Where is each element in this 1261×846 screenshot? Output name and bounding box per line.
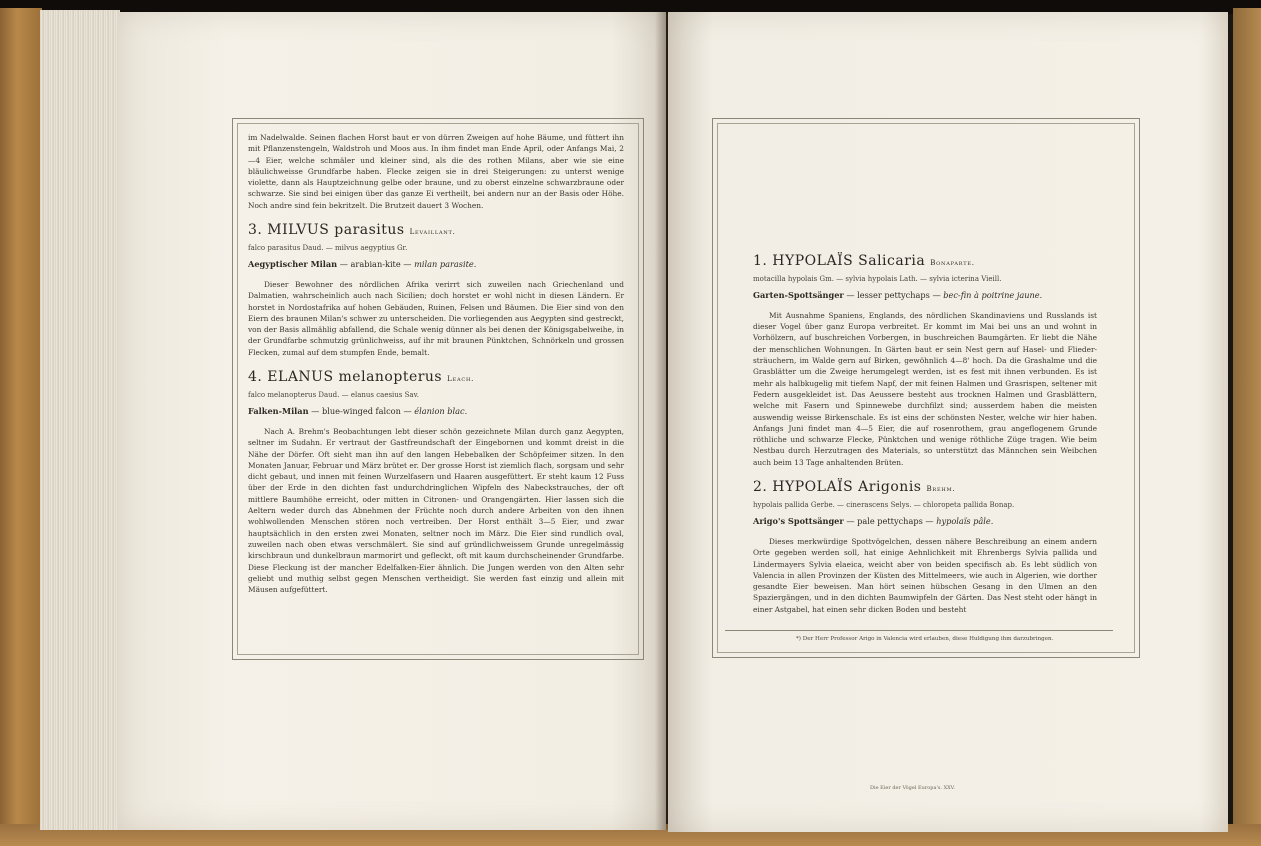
section-1-french-name: bec-fin à poitrine jaune.: [943, 289, 1043, 300]
section-4-synonyms: falco melanopterus Daud. — elanus caesius Sav.: [248, 391, 419, 400]
section-4-body: Nach A. Brehm's Beobachtungen lebt dieser schön gezeichnete Milan durch ganz Aegypten, seltner im Sudahn. Er vertraut der Gastfreundschaft der Eingebornen und kommt dreist in die Nähe der Dörfer. Oft sieht man ihn auf den langen Hebebalken der Schöpfeimer sitzen. In den Monaten Januar, Februar und März brütet er. Der grosse Horst ist ziemlich flach, sorgsam und sehr dicht gebaut, und innen mit feinen Wurzelfasern und Haaren ausgefüttert. Er steht kaum 12 Fuss über der Erde in den dichten fast undurchdringlichen Wipfeln des Nabeckstrauches, der oft mittlere Baumhöhe erreicht, oder mitten in Citronen- und Orangengärten. Hier lassen sich die Aeltern weder durch das Abnehmen der Früchte noch durch andere Arbeiten von den ihnen wohlwollenden Menschen stören noch vertreiben. Der Horst enthält 3—5 Eier, und zwar hauptsächlich in den ersten zwei Monaten, seltner noch im März. Die Eier sind rundlich oval, zuweilen nach oben etwas verschmälert. Sie sind auf gründlichweissem Grunde unregelmässig kirschbraun und dunkelbraun marmorirt und gefleckt, oft mit kaum durchscheinender Grundfarbe. Diese Fleckung ist der mancher Edelfalken-Eier ähnlich. Die Jungen werden von den Alten sehr geliebt und muthig selbst gegen Menschen vertheidigt. Sie werden fast einzig und allein mit Mäusen aufgefüttert.: [248, 426, 624, 595]
section-2-german-name: Arigo's Spottsänger: [753, 515, 844, 526]
section-4-common-names: [248, 406, 624, 417]
section-3-name: 3. MILVUS parasitus: [248, 222, 405, 239]
page-edges: [40, 10, 120, 830]
section-3-english-name: — arabian-kite —: [339, 258, 412, 269]
section-1-name: 1. HYPOLAÏS Salicaria: [753, 253, 926, 269]
section-2-heading: [753, 479, 1097, 496]
section-2-french-name: hypolaïs pâle.: [936, 515, 994, 526]
section-4-german-name: Falken-Milan: [248, 405, 309, 416]
section-3-synonyms: falco parasitus Daud. — milvus aegyptius Gr.: [248, 244, 408, 253]
section-2-author: Brehm.: [926, 485, 956, 494]
top-paragraph: im Nadelwalde. Seinen flachen Horst baut er von dürren Zweigen auf hohe Bäume, und füttert ihn mit Pflanzenstengeln, Waldstroh und Moos aus. In ihm findet man Ende April, oder Anfangs Mai, 2—4 Eier, welche schmäler und kleiner sind, als die des rothen Milans, aber wie sie eine bläulichweisse Grundfarbe haben. Flecke zeigen sie in drei Steigerungen: zu unterst wenige violette, dann als Hauptzeichnung gelbe oder braune, und zu oberst einzelne schwarzbraune oder schwarze. Sie sind bei einigen über das ganze Ei vertheilt, bei andern nur an der Basis oder Höhe. Noch andre sind fein bekritzelt. Die Brutzeit dauert 3 Wochen.: [248, 133, 624, 210]
section-3-german-name: Aegyptischer Milan: [248, 258, 338, 269]
section-1-author: Bonaparte.: [930, 259, 975, 267]
section-1-german-name: Garten-Spottsänger: [753, 289, 844, 300]
section-2-synonyms: hypolais pallida Gerbe. — cinerascens Selys. — chloropeta pallida Bonap.: [753, 501, 1015, 510]
section-2-common-names: [753, 516, 1097, 527]
book-cover-left: [0, 8, 42, 846]
section-1-body: Mit Ausnahme Spaniens, Englands, des nördlichen Skandinaviens und Russlands ist dieser Vogel über ganz Europa verbreitet. Er kommt im Mai bei uns an und wohnt in Vorhölzern, auf buschreichen Vorbergen, in buschreichen Baumgärten. Er liebt die Nähe der menschlichen Wohnungen. In Gärten baut er sein Nest gern auf Hasel- und Fliedersträuchern, im Walde gern auf Birken, gewöhnlich 4—8' hoch. Da die Grashalme und die Grasblätter um die Zweige herumgelegt werden, ist es fest mit ihnen verbunden. Es ist mehr als halbkugelig mit tiefem Napf, der mit feinen Halmen und Grasrispen, seltener mit Federn ausgekleidet ist. Das Aeussere besteht aus trocknen Halmen und Grasblättern, welche mit Fasern und Spinnewebe durchfilzt sind; ausserdem haben die meisten auswendig weisse Birkenschale. Es ist eins der schönsten Nester, welche wir hier haben. Anfangs Juni findet man 4—5 Eier, die auf rosenrothem, grau angeflogenem Grunde röthliche und schwarze Flecke, Pünktchen und wenige röthliche Züge tragen. Wie beim Nestbau durch Herzutragen des Materials, so unterstützt das Männchen sein Weibchen auch beim 13 Tage anhaltenden Brüten.: [753, 310, 1097, 467]
section-1-common-names: [753, 290, 1097, 301]
section-2-english-name: — pale pettychaps —: [846, 515, 934, 526]
section-1-synonyms: motacilla hypolais Gm. — sylvia hypolais Lath. — sylvia icterina Vieill.: [753, 275, 1002, 284]
right-page-text: [753, 253, 1097, 615]
footnote-rule: [725, 630, 1113, 631]
section-2-body: Dieses merkwürdige Spottvögelchen, dessen nähere Beschreibung an einem andern Orte gegeben werden soll, hat einige Aehnlichkeit mit Ehrenbergs Sylvia pallida und Lindermayers Sylvia elaeica, weicht aber von beiden specifisch ab. Es lebt südlich von Valencia in allen Provinzen der Küsten des Mittelmeers, wie auch in Algerien, wie dorther gesandte Eier beweisen. Man hört seinen hübschen Gesang in den Ulmen an den Spaziergängen, und in den dichten Baumwipfeln der Gärten. Das Nest steht oder hängt in einer Astgabel, hat einen sehr dicken Boden und besteht: [753, 536, 1097, 614]
section-4-english-name: — blue-winged falcon —: [311, 405, 412, 416]
section-1-heading: [753, 253, 1097, 269]
section-4-author: Leach.: [447, 375, 475, 384]
book-cover-right: [1233, 8, 1261, 846]
section-3-common-names: [248, 259, 624, 270]
section-4-french-name: élanion blac.: [414, 405, 468, 416]
section-3-french-name: milan parasite.: [414, 258, 477, 269]
section-3-heading: [248, 222, 624, 239]
section-4-name: 4. ELANUS melanopterus: [248, 369, 443, 386]
section-1-english-name: — lesser pettychaps —: [846, 289, 941, 300]
section-4-heading: [248, 369, 624, 386]
section-3-body: Dieser Bewohner des nördlichen Afrika verirrt sich zuweilen nach Griechenland und Dalmatien, wahrscheinlich auch nach Sicilien; doch horstet er wohl nicht in diesen Ländern. Er horstet in Nordostafrika auf hohen Gebäuden, Ruinen, Felsen und Bäumen. Die Eier sind von den Eiern des braunen Milan's schwer zu unterscheiden. Die vorliegenden aus Aegypten sind gestreckt, von der Basis allmählig abfallend, die Schale wenig dünner als bei denen der Königsgabelweihe, in der Grundfarbe schmutzig grünlichweiss, auf ihr mit braunen Pünktchen, Schnörkeln und grossen Flecken, zumal auf dem stumpfen Ende, bemalt.: [248, 279, 624, 357]
section-2-name: 2. HYPOLAÏS Arigonis: [753, 479, 922, 496]
page-imprint: Die Eier der Vögel Europa's. XXV.: [870, 785, 956, 791]
section-3-author: Levaillant.: [409, 228, 456, 237]
left-page-text: [248, 132, 624, 595]
footnote: *) Der Herr Professor Arigo in Valencia wird erlauben, diese Huldigung ihm darzubringen.: [796, 636, 1054, 642]
